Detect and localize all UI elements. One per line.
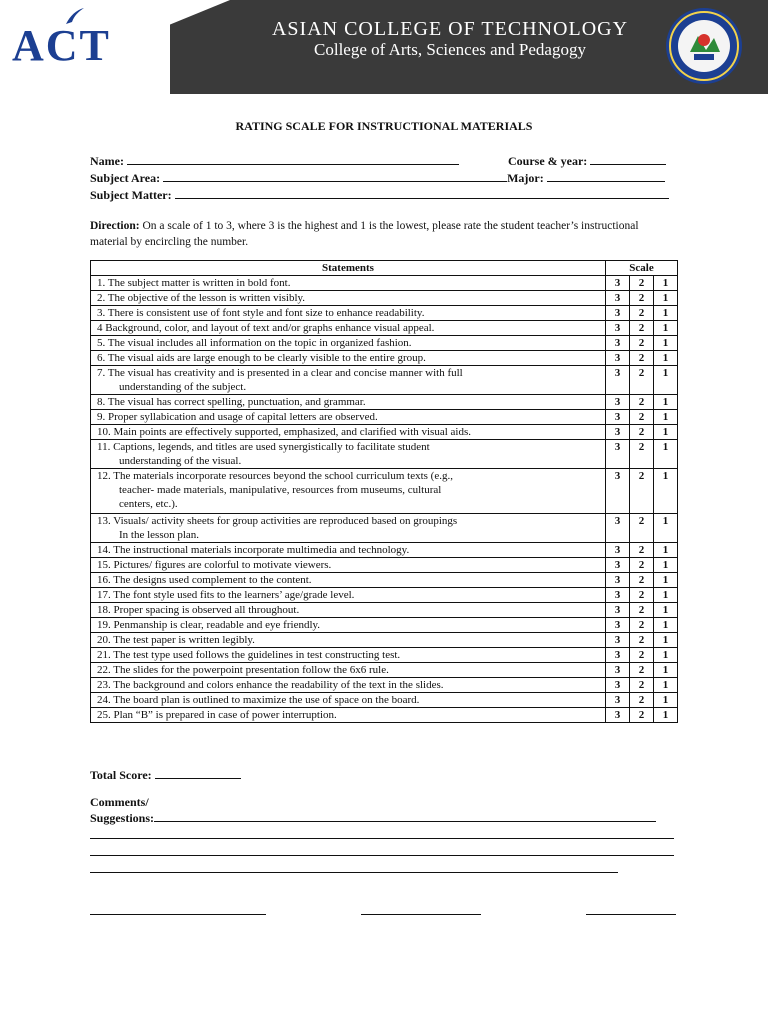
scale-option-2[interactable]: 2 (630, 558, 654, 573)
scale-option-2[interactable]: 2 (630, 351, 654, 366)
statement-cell (91, 573, 606, 588)
table-row (91, 663, 678, 678)
statement-text: 11. Captions, legends, and titles are used synergistically to facilitate student (97, 441, 430, 453)
statement-text: 20. The test paper is written legibly. (97, 634, 255, 646)
scale-option-3[interactable]: 3 (606, 708, 630, 723)
statement-text: 14. The instructional materials incorporate multimedia and technology. (97, 544, 410, 556)
scale-option-3[interactable]: 3 (606, 440, 630, 469)
table-row (91, 514, 678, 543)
table-row (91, 321, 678, 336)
statement-continuation: In the lesson plan. (119, 529, 200, 541)
direction-label: Direction: (90, 220, 140, 232)
college-logo: ACT (12, 21, 111, 70)
table-row (91, 440, 678, 469)
course-label: Course & year: (508, 154, 588, 168)
table-row (91, 678, 678, 693)
statement-text: 6. The visual aids are large enough to be clearly visible to the entire group. (97, 352, 426, 364)
statement-text: 5. The visual includes all information on the topic in organized fashion. (97, 337, 412, 349)
scale-option-2[interactable]: 2 (630, 573, 654, 588)
table-row (91, 366, 678, 395)
scale-option-3[interactable]: 3 (606, 678, 630, 693)
scale-option-2[interactable]: 2 (630, 395, 654, 410)
scale-option-1[interactable]: 1 (654, 321, 678, 336)
total-score-line[interactable] (155, 767, 241, 779)
scale-option-3[interactable]: 3 (606, 291, 630, 306)
statement-text: 8. The visual has correct spelling, punctuation, and grammar. (97, 396, 366, 408)
college-seal-icon (664, 6, 744, 86)
statement-cell (91, 440, 606, 469)
scale-option-1[interactable]: 1 (654, 618, 678, 633)
suggestions-line[interactable] (154, 810, 656, 822)
scale-option-1[interactable]: 1 (654, 648, 678, 663)
scale-option-1[interactable]: 1 (654, 678, 678, 693)
scale-option-1[interactable]: 1 (654, 514, 678, 543)
statement-cell (91, 366, 606, 395)
scale-option-3[interactable]: 3 (606, 648, 630, 663)
scale-option-2[interactable]: 2 (630, 708, 654, 723)
statement-cell (91, 291, 606, 306)
scale-option-1[interactable]: 1 (654, 336, 678, 351)
statement-text: 4 Background, color, and layout of text and/or graphs enhance visual appeal. (97, 322, 435, 334)
scale-option-3[interactable]: 3 (606, 395, 630, 410)
statement-text: 16. The designs used complement to the content. (97, 574, 312, 586)
scale-option-1[interactable]: 1 (654, 276, 678, 291)
statement-cell (91, 276, 606, 291)
statements-header: Statements (91, 261, 606, 276)
scale-header: Scale (606, 261, 678, 276)
scale-option-1[interactable]: 1 (654, 351, 678, 366)
subject-area-line[interactable] (163, 170, 507, 182)
scale-option-3[interactable]: 3 (606, 469, 630, 514)
scale-option-3[interactable]: 3 (606, 573, 630, 588)
table-row (91, 618, 678, 633)
comments-block (90, 794, 656, 826)
scale-option-1[interactable]: 1 (654, 291, 678, 306)
scale-option-2[interactable]: 2 (630, 469, 654, 514)
scale-option-1[interactable]: 1 (654, 693, 678, 708)
scale-option-1[interactable]: 1 (654, 306, 678, 321)
scale-option-2[interactable]: 2 (630, 543, 654, 558)
scale-option-2[interactable]: 2 (630, 366, 654, 395)
statement-cell (91, 663, 606, 678)
scale-option-2[interactable]: 2 (630, 678, 654, 693)
scale-option-2[interactable]: 2 (630, 291, 654, 306)
statement-cell (91, 395, 606, 410)
total-score-label: Total Score: (90, 768, 152, 782)
statement-continuation: centers, etc.). (119, 498, 178, 510)
scale-option-1[interactable]: 1 (654, 663, 678, 678)
scale-option-2[interactable]: 2 (630, 514, 654, 543)
subject-matter-field (90, 187, 669, 203)
statement-text: 25. Plan “B” is prepared in case of power interruption. (97, 709, 337, 721)
table-row (91, 543, 678, 558)
table-row (91, 573, 678, 588)
scale-option-1[interactable]: 1 (654, 708, 678, 723)
statement-continuation: understanding of the subject. (119, 381, 247, 393)
scale-option-1[interactable]: 1 (654, 573, 678, 588)
statement-cell (91, 336, 606, 351)
course-field (508, 153, 666, 169)
name-line[interactable] (127, 153, 459, 165)
scale-option-2[interactable]: 2 (630, 425, 654, 440)
statement-text: 17. The font style used fits to the learners’ age/grade level. (97, 589, 355, 601)
signature-line[interactable] (90, 914, 266, 915)
suggestions-label: Suggestions: (90, 811, 155, 825)
comment-line[interactable] (90, 855, 674, 856)
scale-option-3[interactable]: 3 (606, 603, 630, 618)
major-label: Major: (507, 171, 544, 185)
major-line[interactable] (547, 170, 665, 182)
table-row (91, 351, 678, 366)
scale-option-1[interactable]: 1 (654, 588, 678, 603)
scale-option-2[interactable]: 2 (630, 693, 654, 708)
statement-text: 23. The background and colors enhance the readability of the text in the slides. (97, 679, 444, 691)
comments-label: Comments/ (90, 795, 149, 809)
subject-area-field (90, 170, 665, 186)
statement-text: 21. The test type used follows the guidelines in test constructing test. (97, 649, 401, 661)
scale-option-2[interactable]: 2 (630, 648, 654, 663)
course-line[interactable] (590, 153, 666, 165)
direction-text (90, 218, 650, 250)
college-name: ASIAN COLLEGE OF TECHNOLOGY (271, 18, 629, 40)
statement-text: 12. The materials incorporate resources beyond the school curriculum texts (e.g., (97, 470, 453, 482)
statement-text: 22. The slides for the powerpoint presentation follow the 6x6 rule. (97, 664, 389, 676)
statement-cell (91, 588, 606, 603)
statement-text: 15. Pictures/ figures are colorful to motivate viewers. (97, 559, 332, 571)
statement-cell (91, 618, 606, 633)
scale-option-2[interactable]: 2 (630, 588, 654, 603)
scale-option-3[interactable]: 3 (606, 351, 630, 366)
statement-text: 18. Proper spacing is observed all throughout. (97, 604, 300, 616)
scale-option-1[interactable]: 1 (654, 425, 678, 440)
statement-cell (91, 514, 606, 543)
table-row (91, 648, 678, 663)
scale-option-2[interactable]: 2 (630, 321, 654, 336)
table-row (91, 395, 678, 410)
scale-option-2[interactable]: 2 (630, 410, 654, 425)
scale-option-3[interactable]: 3 (606, 425, 630, 440)
scale-option-3[interactable]: 3 (606, 693, 630, 708)
scale-option-3[interactable]: 3 (606, 663, 630, 678)
statement-cell (91, 558, 606, 573)
scale-option-3[interactable]: 3 (606, 276, 630, 291)
comment-line[interactable] (90, 872, 618, 873)
statement-text: 13. Visuals/ activity sheets for group activities are reproduced based on groupings (97, 515, 458, 527)
statement-cell (91, 648, 606, 663)
signature-line[interactable] (586, 914, 676, 915)
scale-option-2[interactable]: 2 (630, 618, 654, 633)
statement-cell (91, 469, 606, 514)
scale-option-2[interactable]: 2 (630, 663, 654, 678)
scale-option-2[interactable]: 2 (630, 633, 654, 648)
table-header-row (91, 261, 678, 276)
scale-option-3[interactable]: 3 (606, 618, 630, 633)
statement-text: 3. There is consistent use of font style and font size to enhance readability. (97, 307, 425, 319)
table-row (91, 558, 678, 573)
scale-option-3[interactable]: 3 (606, 633, 630, 648)
table-row (91, 603, 678, 618)
table-row (91, 633, 678, 648)
scale-option-2[interactable]: 2 (630, 276, 654, 291)
total-score-field (90, 767, 241, 783)
scale-option-3[interactable]: 3 (606, 588, 630, 603)
table-row (91, 708, 678, 723)
table-row (91, 336, 678, 351)
scale-option-1[interactable]: 1 (654, 603, 678, 618)
scale-option-1[interactable]: 1 (654, 558, 678, 573)
statement-cell (91, 321, 606, 336)
scale-option-3[interactable]: 3 (606, 306, 630, 321)
statement-text: 2. The objective of the lesson is written visibly. (97, 292, 306, 304)
table-row (91, 469, 678, 514)
subject-matter-line[interactable] (175, 187, 669, 199)
statement-cell (91, 410, 606, 425)
statement-text: 9. Proper syllabication and usage of capital letters are observed. (97, 411, 378, 423)
college-subtitle: College of Arts, Sciences and Pedagogy (314, 40, 586, 59)
table-row (91, 276, 678, 291)
statement-cell (91, 708, 606, 723)
statement-cell (91, 633, 606, 648)
scale-option-2[interactable]: 2 (630, 306, 654, 321)
scale-option-2[interactable]: 2 (630, 440, 654, 469)
statement-text: 24. The board plan is outlined to maximize the use of space on the board. (97, 694, 420, 706)
subject-area-label: Subject Area: (90, 171, 161, 185)
statement-cell (91, 678, 606, 693)
table-row (91, 306, 678, 321)
signature-line[interactable] (361, 914, 481, 915)
comment-line[interactable] (90, 838, 674, 839)
statement-cell (91, 603, 606, 618)
statement-text: 19. Penmanship is clear, readable and eye friendly. (97, 619, 321, 631)
scale-option-3[interactable]: 3 (606, 336, 630, 351)
direction-body: On a scale of 1 to 3, where 3 is the highest and 1 is the lowest, please rate the student teacher’s instructional material by encircling the number. (90, 220, 639, 248)
scale-option-3[interactable]: 3 (606, 543, 630, 558)
scale-option-2[interactable]: 2 (630, 603, 654, 618)
statement-cell (91, 693, 606, 708)
scale-option-1[interactable]: 1 (654, 469, 678, 514)
scale-option-3[interactable]: 3 (606, 366, 630, 395)
name-label: Name: (90, 154, 124, 168)
statement-continuation: teacher- made materials, manipulative, resources from museums, cultural (119, 484, 442, 496)
statement-cell (91, 543, 606, 558)
scale-option-1[interactable]: 1 (654, 410, 678, 425)
table-row (91, 425, 678, 440)
scale-option-1[interactable]: 1 (654, 366, 678, 395)
table-row (91, 693, 678, 708)
statement-cell (91, 306, 606, 321)
statement-cell (91, 351, 606, 366)
statement-cell (91, 425, 606, 440)
statement-text: 1. The subject matter is written in bold font. (97, 277, 291, 289)
scale-option-1[interactable]: 1 (654, 395, 678, 410)
table-row (91, 410, 678, 425)
scale-option-2[interactable]: 2 (630, 336, 654, 351)
scale-option-3[interactable]: 3 (606, 321, 630, 336)
scale-option-3[interactable]: 3 (606, 410, 630, 425)
statement-continuation: understanding of the visual. (119, 455, 242, 467)
rating-table (90, 260, 678, 723)
scale-option-1[interactable]: 1 (654, 543, 678, 558)
scale-option-3[interactable]: 3 (606, 558, 630, 573)
scale-option-1[interactable]: 1 (654, 440, 678, 469)
subject-matter-label: Subject Matter: (90, 188, 172, 202)
table-row (91, 588, 678, 603)
page-title: RATING SCALE FOR INSTRUCTIONAL MATERIALS (235, 119, 533, 133)
table-row (91, 291, 678, 306)
statement-text: 7. The visual has creativity and is presented in a clear and concise manner with full (97, 367, 463, 379)
scale-option-1[interactable]: 1 (654, 633, 678, 648)
statement-text: 10. Main points are effectively supported, emphasized, and clarified with visual aids. (97, 426, 471, 438)
name-field (90, 153, 459, 169)
scale-option-3[interactable]: 3 (606, 514, 630, 543)
